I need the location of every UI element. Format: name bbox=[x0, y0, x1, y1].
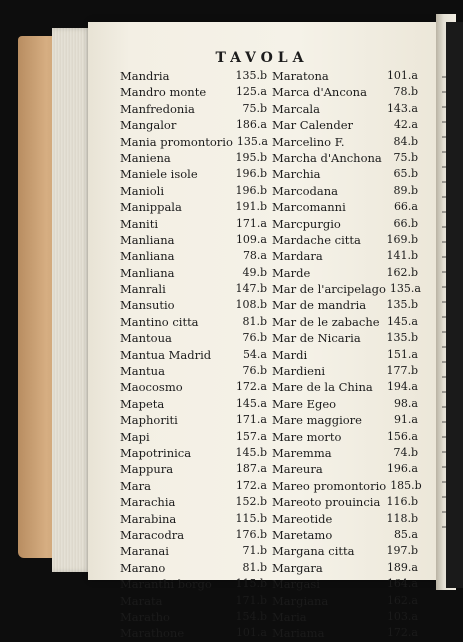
index-entry bbox=[120, 543, 267, 559]
index-entry bbox=[272, 347, 418, 363]
index-entry bbox=[120, 314, 267, 330]
index-entry bbox=[120, 150, 267, 166]
index-entry-ref: 152.b bbox=[235, 495, 267, 509]
index-entry bbox=[120, 625, 267, 641]
index-entry-ref: 116.b bbox=[386, 495, 418, 509]
index-entry-name: Manioli bbox=[120, 183, 164, 198]
index-entry-ref: 195.b bbox=[235, 150, 267, 164]
index-entry-name: Marcelino F. bbox=[272, 134, 345, 149]
index-entry-ref: 84.b bbox=[393, 134, 418, 148]
index-entry-ref: 162.a bbox=[386, 593, 418, 607]
index-entry-name: Mareura bbox=[272, 462, 323, 477]
index-entry-name: Marathone bbox=[120, 626, 185, 641]
index-entry-name: Mare de la China bbox=[272, 380, 373, 395]
index-entry bbox=[272, 396, 418, 412]
index-entry bbox=[272, 527, 418, 543]
index-entry-name: Mapi bbox=[120, 429, 150, 444]
index-entry-name: Mar de mandria bbox=[272, 298, 367, 313]
index-entry-ref: 196.b bbox=[235, 183, 267, 197]
index-entry-ref: 145.a bbox=[386, 314, 418, 328]
index-entry-ref: 185.b bbox=[390, 478, 422, 492]
index-entry bbox=[120, 199, 267, 215]
index-entry-ref: 196.b bbox=[235, 167, 267, 181]
index-entry bbox=[120, 134, 267, 150]
index-entry bbox=[272, 199, 418, 215]
index-entry bbox=[272, 134, 418, 150]
index-entry-name: Maranai bbox=[120, 544, 169, 559]
index-entry bbox=[120, 445, 267, 461]
index-entry-name: Marcha d'Anchona bbox=[272, 150, 382, 165]
index-entry-ref: 49.b bbox=[242, 265, 267, 279]
index-entry-ref: 109.a bbox=[235, 232, 267, 246]
index-entry-name: Marca d'Ancona bbox=[272, 85, 367, 100]
index-entry bbox=[272, 576, 418, 592]
index-entry-name: Marcodana bbox=[272, 183, 338, 198]
index-entry bbox=[272, 609, 418, 625]
index-entry bbox=[120, 281, 267, 297]
index-entry bbox=[120, 379, 267, 395]
index-entry-ref: 194.a bbox=[386, 380, 418, 394]
index-entry bbox=[120, 297, 267, 313]
index-entry bbox=[120, 363, 267, 379]
index-entry-ref: 177.b bbox=[386, 364, 418, 378]
index-entry bbox=[272, 494, 418, 510]
index-entry-ref: 103.a bbox=[386, 609, 418, 623]
index-entry bbox=[120, 216, 267, 232]
index-entry bbox=[272, 314, 418, 330]
index-entry-name: Mandro monte bbox=[120, 85, 207, 100]
index-entry-name: Mangalor bbox=[120, 118, 177, 133]
index-entry-ref: 171.b bbox=[235, 593, 267, 607]
index-entry-name: Mare Egeo bbox=[272, 396, 337, 411]
index-entry-name: Mariama bbox=[272, 626, 325, 641]
index-entry bbox=[272, 330, 418, 346]
index-entry bbox=[120, 576, 267, 592]
index-entry bbox=[120, 248, 267, 264]
index-entry-ref: 89.b bbox=[393, 183, 418, 197]
index-entry-name: Mantua Madrid bbox=[120, 347, 212, 362]
index-entry-ref: 196.a bbox=[386, 462, 418, 476]
index-entry-ref: 172.a bbox=[235, 380, 267, 394]
index-entry bbox=[272, 363, 418, 379]
index-column-left bbox=[120, 68, 267, 642]
index-entry bbox=[120, 330, 267, 346]
book-page bbox=[88, 22, 436, 641]
index-entry-ref: 169.b bbox=[386, 232, 418, 246]
index-entry bbox=[272, 117, 418, 133]
index-entry-ref: 197.b bbox=[386, 544, 418, 558]
index-entry-ref: 145.b bbox=[235, 445, 267, 459]
index-entry bbox=[272, 68, 418, 84]
index-entry-name: Mare maggiore bbox=[272, 413, 362, 428]
index-entry-ref: 147.b bbox=[235, 282, 267, 296]
index-entry-name: Maremma bbox=[272, 445, 332, 460]
index-entry-ref: 135.a bbox=[236, 134, 268, 148]
index-entry-name: Manliana bbox=[120, 265, 175, 280]
index-entry bbox=[120, 68, 267, 84]
index-entry-name: Mardache citta bbox=[272, 232, 361, 247]
index-entry bbox=[120, 429, 267, 445]
index-entry-ref: 189.a bbox=[386, 560, 418, 574]
index-entry bbox=[120, 527, 267, 543]
index-entry bbox=[272, 281, 421, 297]
index-entry-name: Mareotide bbox=[272, 511, 333, 526]
index-entry bbox=[120, 232, 267, 248]
index-entry-ref: 172.a bbox=[386, 626, 418, 640]
index-entry bbox=[272, 232, 418, 248]
index-entry-ref: 75.b bbox=[242, 101, 267, 115]
index-entry bbox=[272, 593, 418, 609]
index-entry bbox=[272, 265, 418, 281]
index-entry bbox=[272, 543, 418, 559]
index-entry-ref: 78.b bbox=[393, 85, 418, 99]
index-entry-ref: 65.b bbox=[393, 167, 418, 181]
index-entry-ref: 115.b bbox=[235, 511, 267, 525]
page-edges bbox=[52, 28, 92, 572]
index-entry-name: Maracodra bbox=[120, 527, 185, 542]
index-entry-ref: 66.a bbox=[393, 200, 418, 214]
index-entry-ref: 172.a bbox=[235, 478, 267, 492]
index-entry bbox=[120, 396, 267, 412]
index-entry-name: Mar de l'arcipelago bbox=[272, 282, 386, 297]
index-entry bbox=[272, 461, 418, 477]
index-entry bbox=[272, 429, 418, 445]
index-entry-ref: 76.b bbox=[242, 331, 267, 345]
index-entry-name: Manfredonia bbox=[120, 101, 195, 116]
index-entry-name: Marcala bbox=[272, 101, 320, 116]
index-entry-name: Margasi bbox=[272, 577, 320, 592]
index-entry-name: Mantua bbox=[120, 364, 165, 379]
index-entry bbox=[272, 84, 418, 100]
index-entry-ref: 151.a bbox=[386, 347, 418, 361]
index-entry-ref: 176.b bbox=[235, 527, 267, 541]
index-entry bbox=[120, 101, 267, 117]
index-entry-name: Mardieni bbox=[272, 364, 326, 379]
index-entry bbox=[272, 445, 418, 461]
index-entry bbox=[120, 494, 267, 510]
index-entry-ref: 76.b bbox=[242, 364, 267, 378]
index-entry-name: Mantino citta bbox=[120, 314, 199, 329]
index-entry-name: Maphoriti bbox=[120, 413, 178, 428]
index-entry-ref: 42.a bbox=[393, 118, 418, 132]
index-entry-name: Manrali bbox=[120, 282, 166, 297]
index-entry-ref: 171.a bbox=[235, 413, 267, 427]
index-entry bbox=[272, 297, 418, 313]
index-entry-ref: 156.a bbox=[386, 429, 418, 443]
index-entry bbox=[120, 461, 267, 477]
index-entry bbox=[272, 248, 418, 264]
index-entry bbox=[272, 379, 418, 395]
index-entry-name: Mansutio bbox=[120, 298, 175, 313]
index-entry-name: Mardi bbox=[272, 347, 308, 362]
index-entry-ref: 81.b bbox=[242, 560, 267, 574]
index-entry-name: Maratho bbox=[120, 609, 170, 624]
index-entry-name: Maniena bbox=[120, 150, 171, 165]
index-entry-ref: 186.a bbox=[235, 118, 267, 132]
index-entry-ref: 71.b bbox=[242, 544, 267, 558]
index-entry bbox=[272, 625, 418, 641]
index-entry-name: Mara bbox=[120, 478, 151, 493]
index-entry-ref: 154.b bbox=[235, 609, 267, 623]
index-entry-ref: 118.b bbox=[386, 511, 418, 525]
index-entry bbox=[120, 265, 267, 281]
index-entry-ref: 91.a bbox=[393, 413, 418, 427]
index-entry bbox=[120, 511, 267, 527]
index-entry-name: Maretamo bbox=[272, 527, 333, 542]
index-entry-ref: 75.b bbox=[393, 150, 418, 164]
index-entry-ref: 74.b bbox=[393, 445, 418, 459]
index-entry-ref: 135.b bbox=[386, 331, 418, 345]
index-entry-ref: 125.a bbox=[235, 85, 267, 99]
index-entry bbox=[120, 593, 267, 609]
index-entry-name: Mareoto prouincia bbox=[272, 495, 381, 510]
index-entry-ref: 162.b bbox=[386, 265, 418, 279]
index-entry-name: Mar de Nicaria bbox=[272, 331, 361, 346]
index-entry-name: Mappura bbox=[120, 462, 174, 477]
index-entry bbox=[120, 166, 267, 182]
index-entry-name: Mare morto bbox=[272, 429, 342, 444]
index-entry-ref: 85.a bbox=[393, 527, 418, 541]
index-entry-name: Mania promontorio bbox=[120, 134, 233, 149]
index-entry bbox=[272, 101, 418, 117]
index-entry-ref: 78.a bbox=[242, 249, 267, 263]
index-entry-name: Manliana bbox=[120, 232, 175, 247]
index-entry-name: Marachia bbox=[120, 495, 176, 510]
index-entry-name: Margiana bbox=[272, 593, 329, 608]
index-entry bbox=[120, 412, 267, 428]
index-entry-name: Maocosmo bbox=[120, 380, 183, 395]
index-entry-name: Maratona bbox=[272, 69, 329, 83]
index-entry bbox=[120, 560, 267, 576]
index-entry-name: Marchia bbox=[272, 167, 321, 182]
index-entry-ref: 135.b bbox=[386, 298, 418, 312]
index-entry-ref: 164.a bbox=[386, 577, 418, 591]
page-title: TAVOLA bbox=[215, 50, 309, 66]
index-entry-ref: 115.b bbox=[235, 577, 267, 591]
index-entry-name: Marata bbox=[120, 593, 163, 608]
index-entry-ref: 191.b bbox=[235, 200, 267, 214]
index-entry-ref: 171.a bbox=[235, 216, 267, 230]
index-entry-name: Maniti bbox=[120, 216, 159, 231]
index-entry-name: Manippala bbox=[120, 200, 182, 215]
index-entry bbox=[272, 150, 418, 166]
index-entry bbox=[272, 166, 418, 182]
index-entry-ref: 66.b bbox=[393, 216, 418, 230]
index-entry bbox=[272, 412, 418, 428]
index-entry-name: Marcpurgio bbox=[272, 216, 341, 231]
index-column-right bbox=[272, 68, 422, 642]
index-entry-name: Mapeta bbox=[120, 396, 165, 411]
index-entry-ref: 108.b bbox=[235, 298, 267, 312]
index-entry bbox=[120, 347, 267, 363]
index-entry-name: Mapotrinica bbox=[120, 445, 192, 460]
index-entry bbox=[120, 183, 267, 199]
index-entry-name: Manliana bbox=[120, 249, 175, 264]
index-entry bbox=[120, 84, 267, 100]
index-entry-ref: 54.a bbox=[242, 347, 267, 361]
index-entry-ref: 145.a bbox=[235, 396, 267, 410]
index-entry bbox=[272, 216, 418, 232]
index-entry bbox=[272, 478, 422, 494]
index-entry-name: Margana citta bbox=[272, 544, 355, 559]
index-entry-name: Mantoua bbox=[120, 331, 172, 346]
index-entry-name: Mardara bbox=[272, 249, 323, 264]
index-entry-ref: 98.a bbox=[393, 396, 418, 410]
index-entry bbox=[120, 609, 267, 625]
index-entry-name: Marcomanni bbox=[272, 200, 346, 215]
index-entry-ref: 135.b bbox=[235, 69, 267, 82]
index-entry bbox=[272, 183, 418, 199]
index-entry-ref: 135.a bbox=[389, 282, 421, 296]
index-entry-ref: 81.b bbox=[242, 314, 267, 328]
index-entry-ref: 101.a bbox=[235, 626, 267, 640]
index-entry-name: Maranthi borgo bbox=[120, 577, 212, 592]
index-entry bbox=[272, 560, 418, 576]
index-entry-name: Margara bbox=[272, 560, 323, 575]
index-entry bbox=[272, 511, 418, 527]
index-entry-name: Marabina bbox=[120, 511, 177, 526]
index-entry bbox=[120, 117, 267, 133]
index-entry-name: Maniele isole bbox=[120, 167, 198, 182]
index-entry-ref: 101.a bbox=[386, 69, 418, 82]
index-entry-name: Mar Calender bbox=[272, 118, 353, 133]
book-cover-right bbox=[446, 22, 463, 588]
index-entry-name: Maria bbox=[272, 609, 307, 624]
index-entry-ref: 187.a bbox=[235, 462, 267, 476]
index-entry-name: Marde bbox=[272, 265, 311, 280]
index-entry-ref: 143.a bbox=[386, 101, 418, 115]
index-entry-name: Mandria bbox=[120, 69, 170, 83]
index-entry-name: Mar de le zabache bbox=[272, 314, 380, 329]
index-entry-name: Marano bbox=[120, 560, 166, 575]
index-entry bbox=[120, 478, 267, 494]
index-entry-ref: 157.a bbox=[235, 429, 267, 443]
index-entry-ref: 141.b bbox=[386, 249, 418, 263]
index-entry-name: Mareo promontorio bbox=[272, 478, 387, 493]
